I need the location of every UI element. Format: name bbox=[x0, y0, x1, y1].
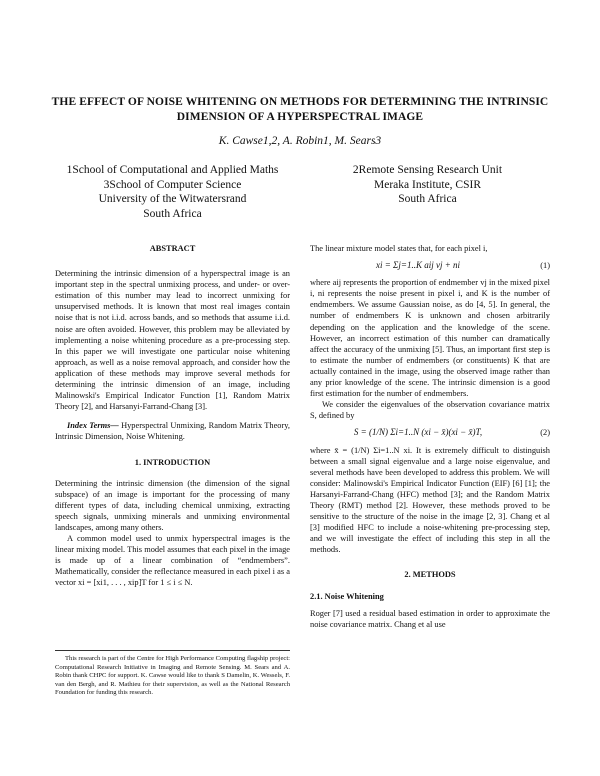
intro-paragraph-1: Determining the intrinsic dimension (the dimension of the signal subspace) of an image is important for the processing of many different types of data, including chemical unmixing, extracting speech signals, unmixing minerals and unmixing environmental landscapes, among many others. bbox=[55, 478, 290, 532]
equation-1-number: (1) bbox=[540, 261, 550, 271]
right-paragraph-2: We consider the eigenvalues of the observation covariance matrix S, defined by bbox=[310, 400, 550, 421]
subsection-heading: 2.1. Noise Whitening bbox=[310, 591, 384, 601]
right-paragraph-1: where aij represents the proportion of endmember vj in the mixed pixel i, ni represents the noise present in pixel i, and K is the number of endmembers. We assume Gaussian noise, as do [4, 5]. In general, the number of endmembers K is unknown and chosen arbitrarily depending on the application and the knowledge of the scene. However, an incorrect estimation of this number can dramatically affect the accuracy of the unmixing [5]. Thus, an important first step is to estimate the number of endmembers (or constituents) K that are actually contained in the image, using the observed image rather than any prior knowledge of the scene. The intrinsic dimension is a good first estimation for the number of endmembers. bbox=[310, 278, 550, 399]
index-terms-label: Index Terms— bbox=[67, 421, 119, 431]
footnote-text: This research is part of the Centre for High Performance Computing flagship project: Computational Research Initiative in Imaging and Remote Sensing. M. Sears and A. Robin thank CHPC for support. K. Cawse would like to thank S Damelin, K. Wessels, F. van den Bergh, and R. Mathieu for their supervision, as well as the National Research Foundation for funding this research. bbox=[55, 655, 290, 697]
right-column bbox=[310, 243, 550, 630]
author-list: K. Cawse1,2, A. Robin1, M. Sears3 bbox=[218, 135, 382, 147]
equation-2-number: (2) bbox=[540, 428, 550, 438]
methods-heading: 2. METHODS bbox=[404, 570, 456, 580]
right-paragraph-3: where x̄ = (1/N) Σi=1..N xi. It is extremely difficult to distinguish between a small signal eigenvalue and a large noise eigenvalue, and several methods have been developed to address this problem. We will consider: Malinowski's Empirical Indicator Function (EIF) [6] [1]; the Harsanyi-Farrand-Chang (HFC) method [3]; and the Random Matrix Theory (RMT) method [2]. However, these methods proved to be sensitive to the structure of the noise in the image [2, 3]. Chang et al [3] modified HFC to include a noise-whitening pre-processing step, and we will investigate the effect of including this step in all the methods. bbox=[310, 445, 550, 555]
equation-1 bbox=[310, 260, 550, 271]
affiliation-line: Meraka Institute, CSIR bbox=[374, 178, 481, 191]
intro-heading: 1. INTRODUCTION bbox=[134, 457, 211, 467]
left-column bbox=[55, 243, 290, 589]
index-terms-text: Hyperspectral Unmixing, Random Matrix Theory, Intrinsic Dimension, Noise Whitening. bbox=[55, 421, 290, 442]
equation-2 bbox=[310, 427, 550, 438]
intro-paragraph-2: A common model used to unmix hyperspectral images is the linear mixing model. This model assumes that each pixel in the image is made up of a linear combination of “endmembers”. Mathematically, consider the reflectance measured in each pixel i as a vector xi = [xi1, . . . , xip]T for 1 ≤ i ≤ N. bbox=[55, 534, 290, 588]
affiliation-line: South Africa bbox=[398, 193, 457, 205]
affiliation-line: South Africa bbox=[143, 207, 202, 220]
equation-2-body: S = (1/N) Σi=1..N (xi − x̄)(xi − x̄)T, bbox=[353, 427, 483, 438]
abstract-heading: ABSTRACT bbox=[149, 244, 196, 253]
affiliation-line: 1School of Computational and Applied Maths bbox=[66, 164, 279, 176]
right-paragraph-4: Roger [7] used a residual based estimation in order to approximate the noise covariance matrix. Chang et al use bbox=[310, 608, 550, 629]
affiliation-line: 2Remote Sensing Research Unit bbox=[352, 164, 503, 176]
abstract-text: Determining the intrinsic dimension of a hyperspectral image is an important step in the spectral unmixing process, and under- or over- estimation of this number may lead to incorrect unmixing for unsupervised methods. It is known that most real images contain noise that is not i.i.d. across bands, and so methods that assume i.i.d. noise are often avoided. However, this problem may be alleviated by implementing a noise whitening procedure as a pre-processing step. In this paper we will investigate one particular noise whitening approach, as well as a noise removal approach, and consider how the application of these methods may improve several methods for determining the intrinsic dimension of an image, including Malinowski's Empirical Indicator Function [1], Random Matrix Theory [2], and Harsanyi-Farrand-Chang [3]. bbox=[55, 269, 290, 412]
paper-title: THE EFFECT OF NOISE WHITENING ON METHODS FOR DETERMINING THE INTRINSIC DIMENSION OF A HYPERSPECTRAL IMAGE bbox=[51, 96, 549, 123]
affiliation-right bbox=[310, 163, 545, 207]
affiliation-line: 3School of Computer Science bbox=[103, 178, 242, 191]
index-terms bbox=[55, 420, 290, 442]
footnote bbox=[55, 650, 290, 698]
right-intro: The linear mixture model states that, for each pixel i, bbox=[310, 244, 488, 253]
equation-1-body: xi = Σj=1..K aij vj + ni bbox=[375, 260, 461, 271]
affiliation-left bbox=[55, 163, 290, 221]
affiliation-line: University of the Witwatersrand bbox=[98, 193, 247, 205]
